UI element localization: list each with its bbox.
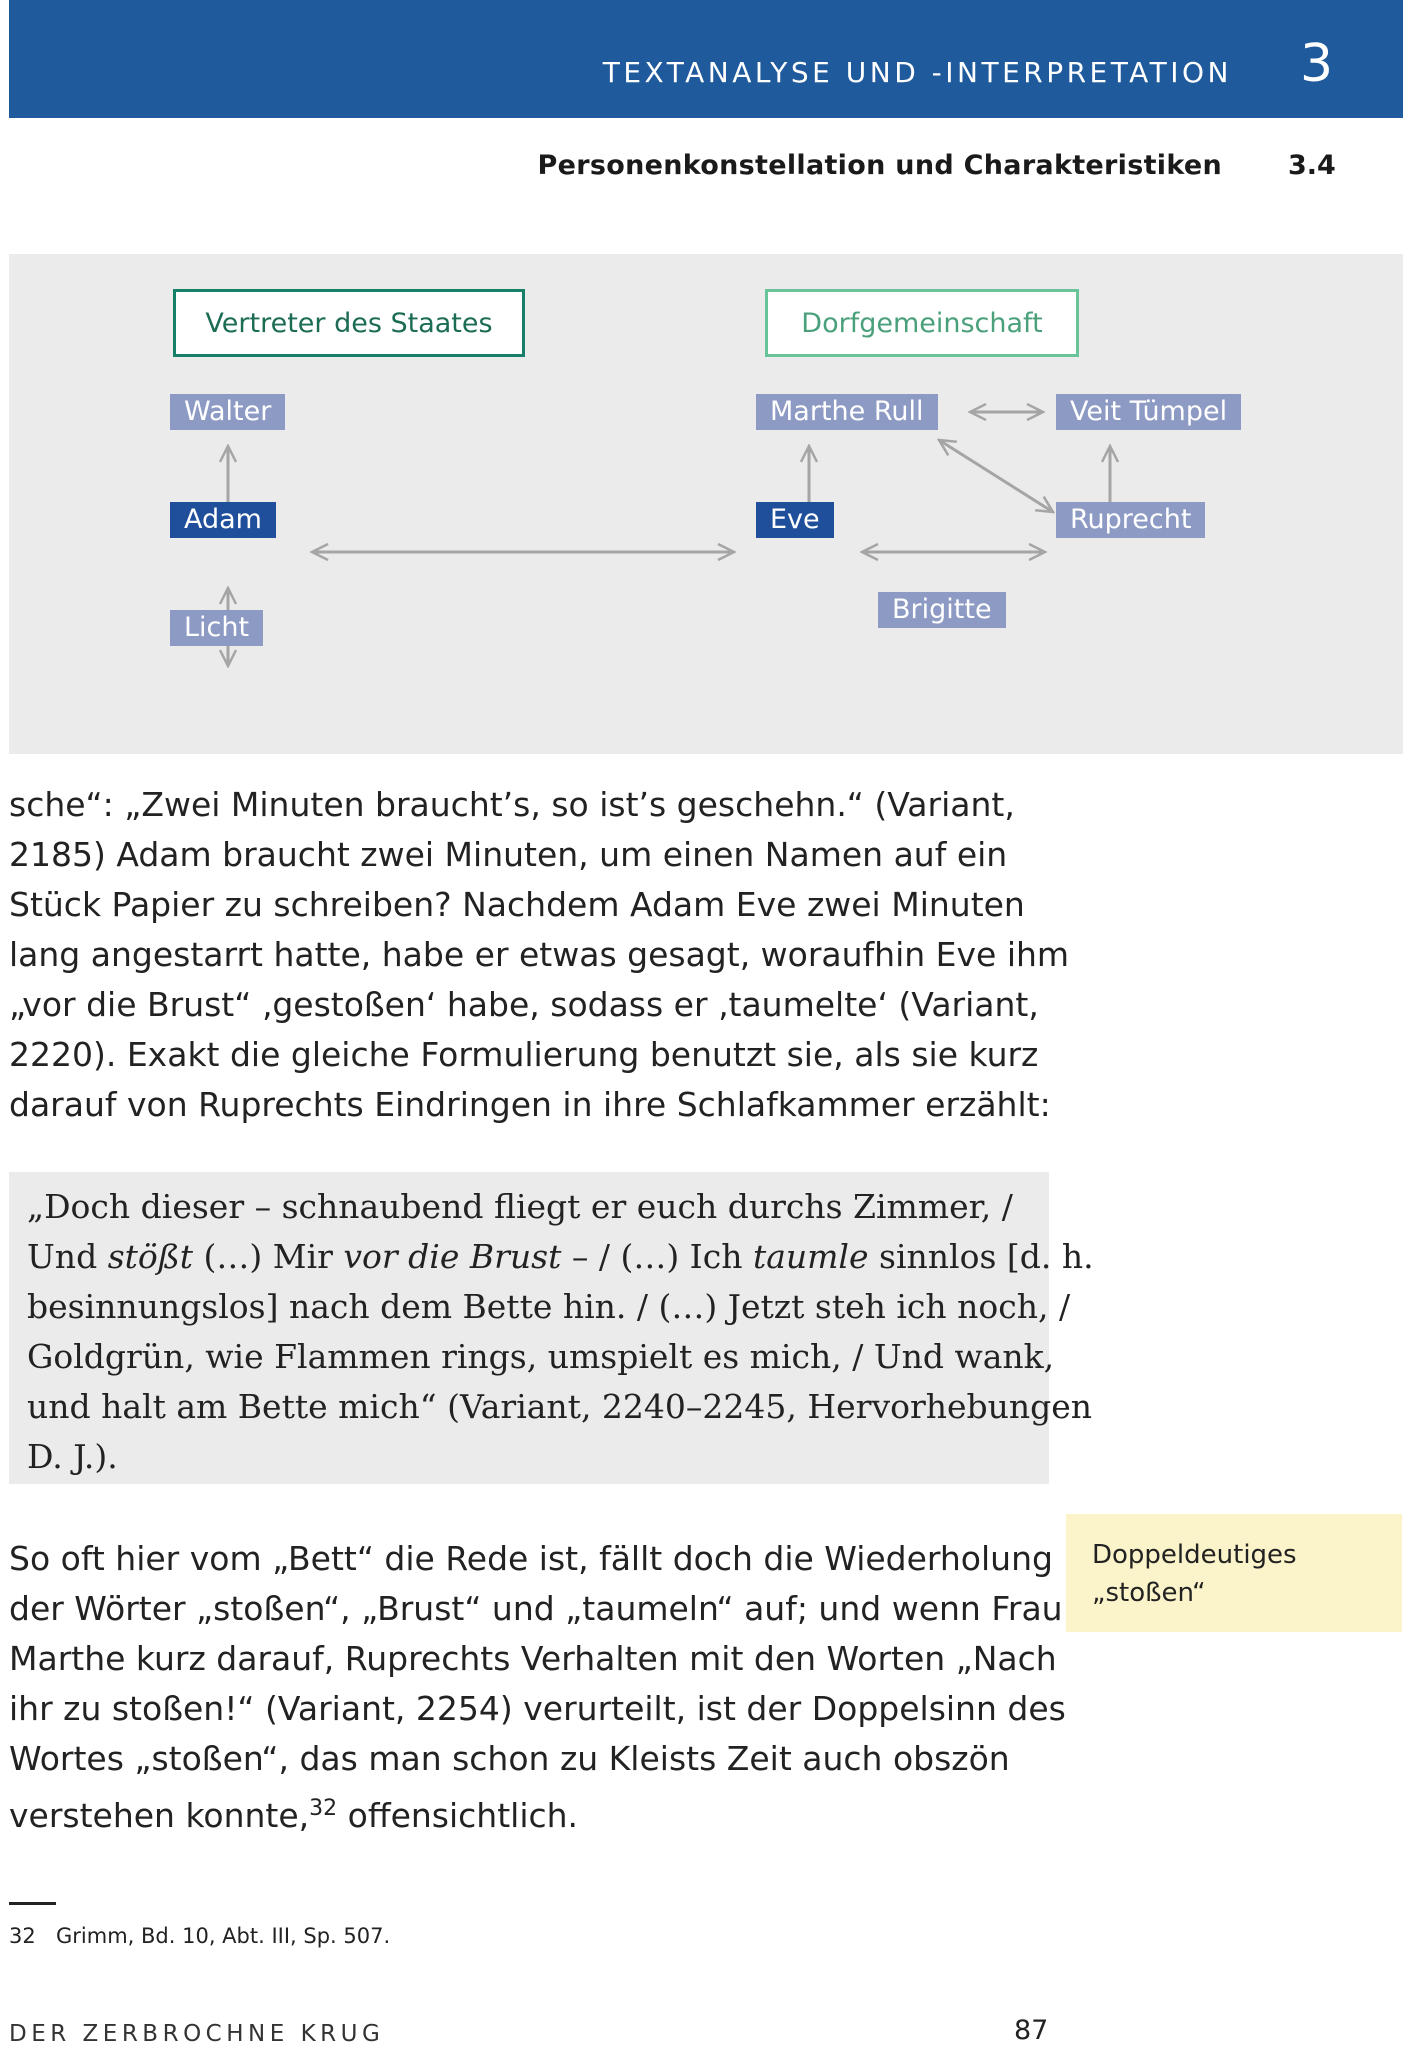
person-marthe-rull: Marthe Rull — [756, 394, 938, 430]
footnote-reference: 32 — [309, 1796, 338, 1821]
text-line: „vor die Brust“ ‚gestoßen‘ habe, sodass er ‚taumelte‘ (Variant, — [9, 985, 1039, 1024]
text-line: lang angestarrt hatte, habe er etwas gesagt, woraufhin Eve ihm — [9, 935, 1070, 974]
text-line: Marthe kurz darauf, Ruprechts Verhalten mit den Worten „Nach — [9, 1639, 1057, 1678]
group-village-community: Dorfgemeinschaft — [765, 289, 1079, 357]
footer-book-title: DER ZERBROCHNE KRUG — [9, 2021, 385, 2047]
footnote-text: Grimm, Bd. 10, Abt. III, Sp. 507. — [56, 1924, 391, 1948]
emphasis-taumle: taumle — [752, 1237, 869, 1276]
quote-line: und halt am Bette mich“ (Variant, 2240–2245, Hervorhebungen — [27, 1387, 1093, 1426]
person-eve: Eve — [756, 502, 834, 538]
page-number: 87 — [1014, 2015, 1049, 2046]
text-line: der Wörter „stoßen“, „Brust“ und „taumeln“ auf; und wenn Frau — [9, 1589, 1063, 1628]
chapter-title: TEXTANALYSE UND -INTERPRETATION — [602, 56, 1232, 89]
text-line: Stück Papier zu schreiben? Nachdem Adam Eve zwei Minuten — [9, 885, 1025, 924]
quote-block — [9, 1172, 1094, 1484]
person-ruprecht: Ruprecht — [1056, 502, 1205, 538]
body-paragraph-1 — [9, 780, 1070, 1130]
quote-line: „Doch dieser – schnaubend fliegt er euch durchs Zimmer, / — [27, 1187, 1013, 1226]
character-constellation-diagram — [9, 254, 1403, 754]
text-line: ihr zu stoßen!“ (Variant, 2254) verurteilt, ist der Doppelsinn des — [9, 1689, 1066, 1728]
quote-line: besinnungslos] nach dem Bette hin. / (…) Jetzt steh ich noch, / — [27, 1287, 1071, 1326]
group-state-representatives: Vertreter des Staates — [173, 289, 525, 357]
text-line: So oft hier vom „Bett“ die Rede ist, fällt doch die Wiederholung — [9, 1539, 1053, 1578]
quote-line: Goldgrün, wie Flammen rings, umspielt es mich, / Und wank, — [27, 1337, 1055, 1376]
text-line: verstehen konnte,$^{32}$ offensichtlich. — [9, 1796, 579, 1835]
text-line: darauf von Ruprechts Eindringen in ihre Schlafkammer erzählt: — [9, 1085, 1051, 1124]
person-walter: Walter — [170, 394, 285, 430]
emphasis-brust: vor die Brust — [343, 1237, 562, 1276]
margin-note — [1066, 1514, 1402, 1632]
person-veit-tuempel: Veit Tümpel — [1056, 394, 1241, 430]
text-line: 2185) Adam braucht zwei Minuten, um einen Namen auf ein — [9, 835, 1008, 874]
body-paragraph-2 — [9, 1534, 1066, 1841]
quote-text — [27, 1182, 1094, 1482]
quote-line: D. J.). — [27, 1437, 118, 1476]
quote-line: Und stößt (…) Mir vor die Brust – / (…) Ich taumle sinnlos [d. h. — [27, 1237, 1094, 1276]
person-brigitte: Brigitte — [878, 592, 1006, 628]
footnote-divider — [9, 1902, 56, 1905]
arrow-marthe-ruprecht — [939, 440, 1053, 512]
person-licht: Licht — [170, 610, 263, 646]
margin-note-line: „stoßen“ — [1092, 1578, 1206, 1608]
text-line: 2220). Exakt die gleiche Formulierung benutzt sie, als sie kurz — [9, 1035, 1039, 1074]
section-number: 3.4 — [1288, 150, 1336, 181]
emphasis-stoesst: stößt — [107, 1237, 194, 1276]
footnote — [9, 1924, 390, 1948]
text-line: Wortes „stoßen“, das man schon zu Kleists Zeit auch obszön — [9, 1739, 1010, 1778]
margin-note-line: Doppeldeutiges — [1092, 1540, 1297, 1570]
person-adam: Adam — [170, 502, 276, 538]
footnote-number: 32 — [9, 1924, 36, 1948]
section-title: Personenkonstellation und Charakteristiken — [537, 150, 1222, 181]
chapter-number: 3 — [1300, 34, 1334, 94]
text-line: sche“: „Zwei Minuten braucht’s, so ist’s geschehn.“ (Variant, — [9, 785, 1015, 824]
